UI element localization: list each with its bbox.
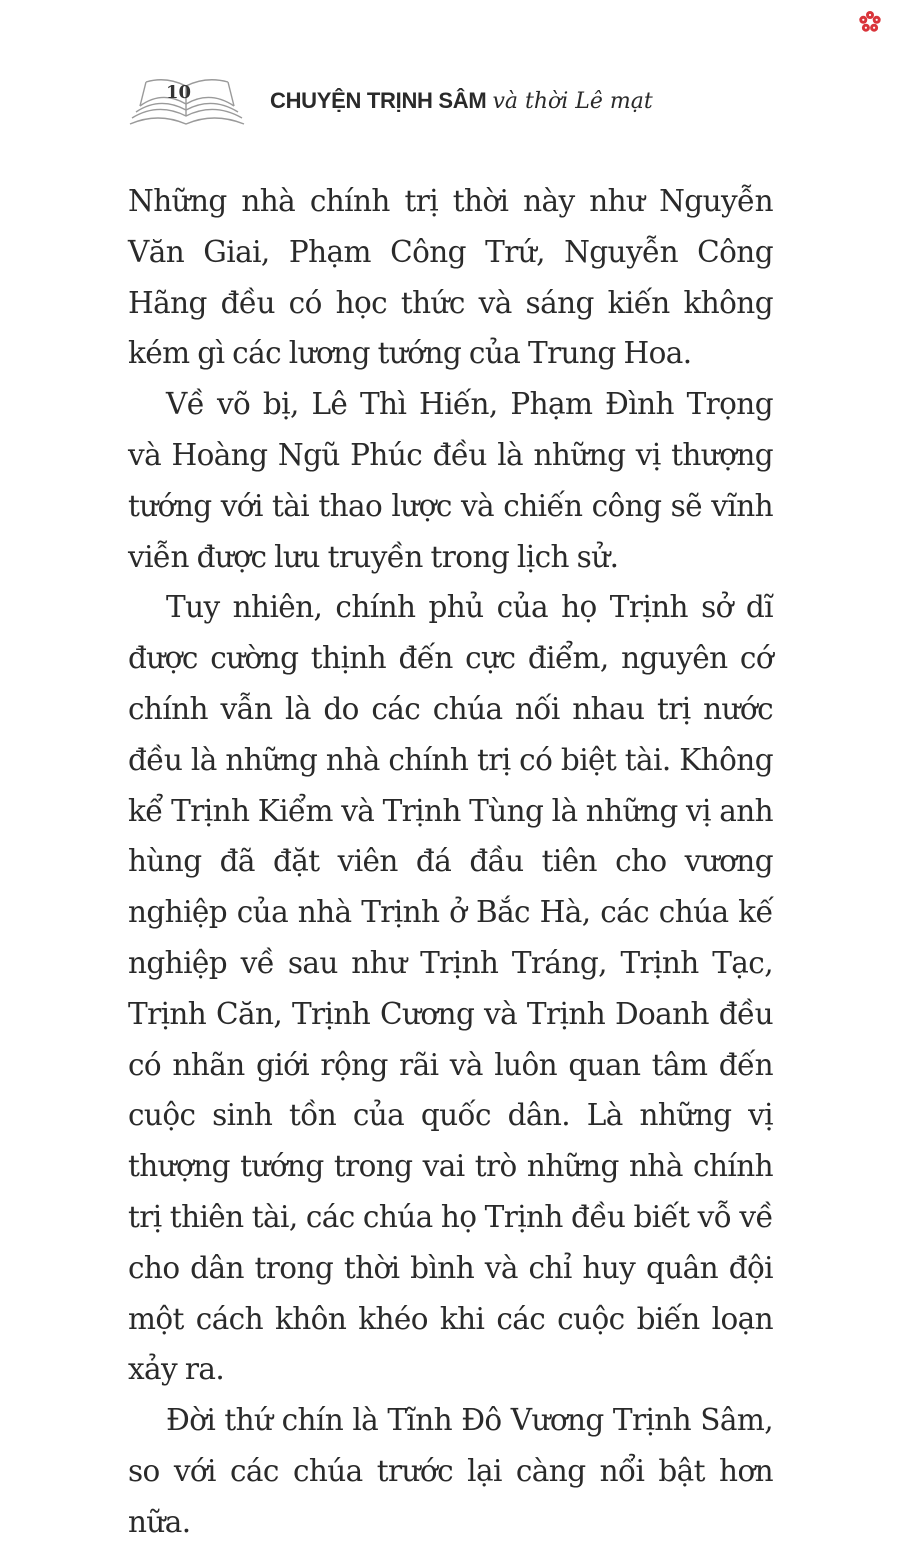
- running-title: [270, 88, 653, 114]
- running-header: [128, 72, 788, 132]
- page-number: 10: [166, 82, 192, 103]
- paragraph-1: Những nhà chính trị thời này như Nguyễn Văn Giai, Phạm Công Trứ, Nguyễn Công Hãng đều có học thức và sáng kiến không kém gì các lương tướng của Trung Hoa.: [128, 184, 773, 371]
- paragraph-3: Tuy nhiên, chính phủ của họ Trịnh sở dĩ được cường thịnh đến cực điểm, nguyên cớ chính vẫn là do các chúa nối nhau trị nước đều là những nhà chính trị có biệt tài. Không kể Trịnh Kiểm và Trịnh Tùng là những vị anh hùng đã đặt viên đá đầu tiên cho vương nghiệp của nhà Trịnh ở Bắc Hà, các chúa kế nghiệp về sau như Trịnh Tráng, Trịnh Tạc, Trịnh Căn, Trịnh Cương và Trịnh Doanh đều có nhãn giới rộng rãi và luôn quan tâm đến cuộc sinh tồn của quốc dân. Là những vị thượng tướng trong vai trò những nhà chính trị thiên tài, các chúa họ Trịnh đều biết vỗ về cho dân trong thời bình và chỉ huy quân đội một cách khôn khéo khi các cuộc biến loạn xảy ra.: [128, 590, 773, 1387]
- flower-mark-icon: [858, 10, 882, 34]
- paragraph-2: Về võ bị, Lê Thì Hiến, Phạm Đình Trọng và Hoàng Ngũ Phúc đều là những vị thượng tướng với tài thao lược và chiến công sẽ vĩnh viễn được lưu truyền trong lịch sử.: [128, 387, 773, 574]
- body-text: [128, 176, 773, 1548]
- running-title-main: CHUYỆN TRỊNH SÂM: [270, 88, 487, 113]
- running-title-subtitle: và thời Lê mạt: [492, 89, 653, 114]
- paragraph-4: Đời thứ chín là Tĩnh Đô Vương Trịnh Sâm, so với các chúa trước lại càng nổi bật hơn nữa.: [128, 1403, 773, 1539]
